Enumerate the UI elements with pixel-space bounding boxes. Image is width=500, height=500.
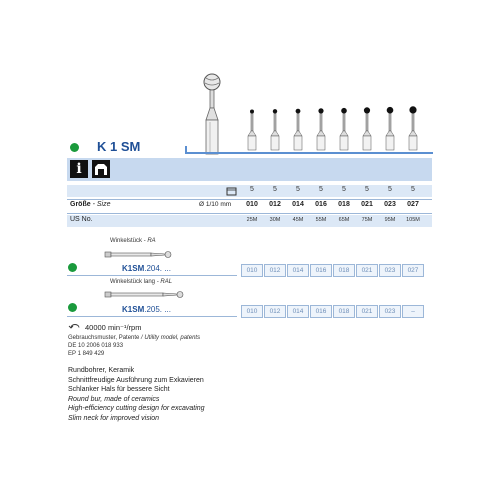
pack-value-6: 5 — [388, 186, 392, 193]
row-ra-caption-de: Winkelstück — [110, 238, 143, 244]
row-ral-cell-2[interactable]: 014 — [287, 305, 309, 318]
description-de-3: Schlanker Hals für bessere Sicht — [68, 386, 170, 393]
header-divider-tick — [185, 146, 187, 154]
us-value-4: 65M — [338, 217, 350, 223]
bur-size-3 — [317, 108, 325, 150]
row-ra-cell-4[interactable]: 018 — [333, 264, 355, 277]
rotation-speed-icon — [68, 323, 82, 332]
ral-bur-drawing — [105, 290, 195, 300]
patent-line-1 — [68, 335, 200, 341]
bur-size-7 — [409, 106, 417, 150]
us-value-6: 95M — [384, 217, 396, 223]
status-dot — [70, 143, 79, 152]
us-value-2: 45M — [292, 217, 304, 223]
row-ral-cell-3[interactable]: 016 — [310, 305, 332, 318]
size-value-5: 021 — [361, 201, 373, 208]
size-value-4: 018 — [338, 201, 350, 208]
size-label-de: Größe — [70, 201, 91, 208]
patent-line-1-en: / Utility model, patents — [139, 335, 201, 341]
size-value-7: 027 — [407, 201, 419, 208]
bur-size-5 — [363, 107, 371, 150]
row-ral-caption-en: - RAL — [155, 279, 173, 285]
pack-value-3: 5 — [319, 186, 323, 193]
row-ral-caption-de: Winkelstück lang — [110, 279, 156, 285]
row-ral-code — [122, 305, 171, 314]
row-ra-underline — [67, 275, 237, 276]
description-de-2: Schnittfreudige Ausführung zum Exkavieren — [68, 376, 204, 384]
row-ral-caption — [110, 279, 172, 285]
row-ra-caption-en: - RA — [142, 238, 156, 244]
patent-line-3: EP 1 849 429 — [68, 351, 105, 357]
row-ra-code-main: K1SM — [122, 264, 145, 273]
row-ral-cell-5[interactable]: 021 — [356, 305, 378, 318]
row-ral-dot — [68, 303, 77, 312]
row-ra-cell-7[interactable]: 027 — [402, 264, 424, 277]
size-unit: Ø 1/10 mm — [199, 201, 232, 208]
bur-size-1 — [271, 109, 279, 150]
description-de-1: Rundbohrer, Keramik — [68, 367, 135, 374]
ra-bur-drawing — [105, 250, 185, 260]
row-ral-cell-7[interactable]: – — [402, 305, 424, 318]
bur-size-0 — [248, 110, 256, 151]
us-value-7: 105M — [406, 217, 420, 223]
row-ral-cell-4[interactable]: 018 — [333, 305, 355, 318]
row-ra-cell-0[interactable]: 010 — [241, 264, 263, 277]
pack-value-1: 5 — [273, 186, 277, 193]
speed-value: 40000 min⁻¹/rpm — [85, 323, 142, 332]
header-divider — [185, 152, 433, 154]
row-ra-cell-1[interactable]: 012 — [264, 264, 286, 277]
size-label — [70, 201, 110, 208]
info-icon: i — [70, 160, 88, 178]
description-en-1: Round bur, made of ceramics — [68, 395, 160, 403]
bur-size-6 — [386, 107, 394, 150]
us-value-5: 75M — [361, 217, 373, 223]
size-value-6: 023 — [384, 201, 396, 208]
size-value-0: 010 — [246, 201, 258, 208]
size-value-1: 012 — [269, 201, 281, 208]
us-label: US No. — [70, 216, 93, 223]
us-value-0: 25M — [246, 217, 258, 223]
icon-band — [67, 158, 432, 181]
row-ra-cell-3[interactable]: 016 — [310, 264, 332, 277]
row-ral-cell-6[interactable]: 023 — [379, 305, 401, 318]
description — [68, 366, 368, 423]
size-value-2: 014 — [292, 201, 304, 208]
bur-size-2 — [294, 109, 302, 150]
row-ra-dot — [68, 263, 77, 272]
row-ra-cell-2[interactable]: 014 — [287, 264, 309, 277]
patent-line-1-de: Gebrauchsmuster, Patente — [68, 335, 140, 341]
description-en-3: Slim neck for improved vision — [68, 414, 160, 422]
row-ra-code — [122, 264, 171, 273]
us-value-3: 55M — [315, 217, 327, 223]
row-ra-cell-6[interactable]: 023 — [379, 264, 401, 277]
product-title: K 1 SM — [97, 139, 141, 154]
pack-value-2: 5 — [296, 186, 300, 193]
pack-value-0: 5 — [250, 186, 254, 193]
pack-value-5: 5 — [365, 186, 369, 193]
description-en-2: High-efficiency cutting design for excavating — [68, 405, 205, 412]
size-label-en: - Size — [90, 201, 111, 208]
us-value-1: 30M — [269, 217, 281, 223]
row-ra-cell-5[interactable]: 021 — [356, 264, 378, 277]
size-value-3: 016 — [315, 201, 327, 208]
bur-size-4 — [340, 108, 348, 150]
pack-value-4: 5 — [342, 186, 346, 193]
row-ral-underline — [67, 316, 237, 317]
row-ral-code-main: K1SM — [122, 305, 145, 314]
pack-value-7: 5 — [411, 186, 415, 193]
row-ral-cell-0[interactable]: 010 — [241, 305, 263, 318]
package-icon — [226, 186, 238, 196]
row-ral-code-suffix: .205. ... — [144, 305, 171, 314]
sterilization-icon — [92, 160, 110, 178]
row-ra-code-suffix: .204. ... — [144, 264, 171, 273]
patent-line-2: DE 10 2006 018 933 — [68, 343, 124, 349]
row-ral-cell-1[interactable]: 012 — [264, 305, 286, 318]
row-ra-caption — [110, 238, 156, 244]
